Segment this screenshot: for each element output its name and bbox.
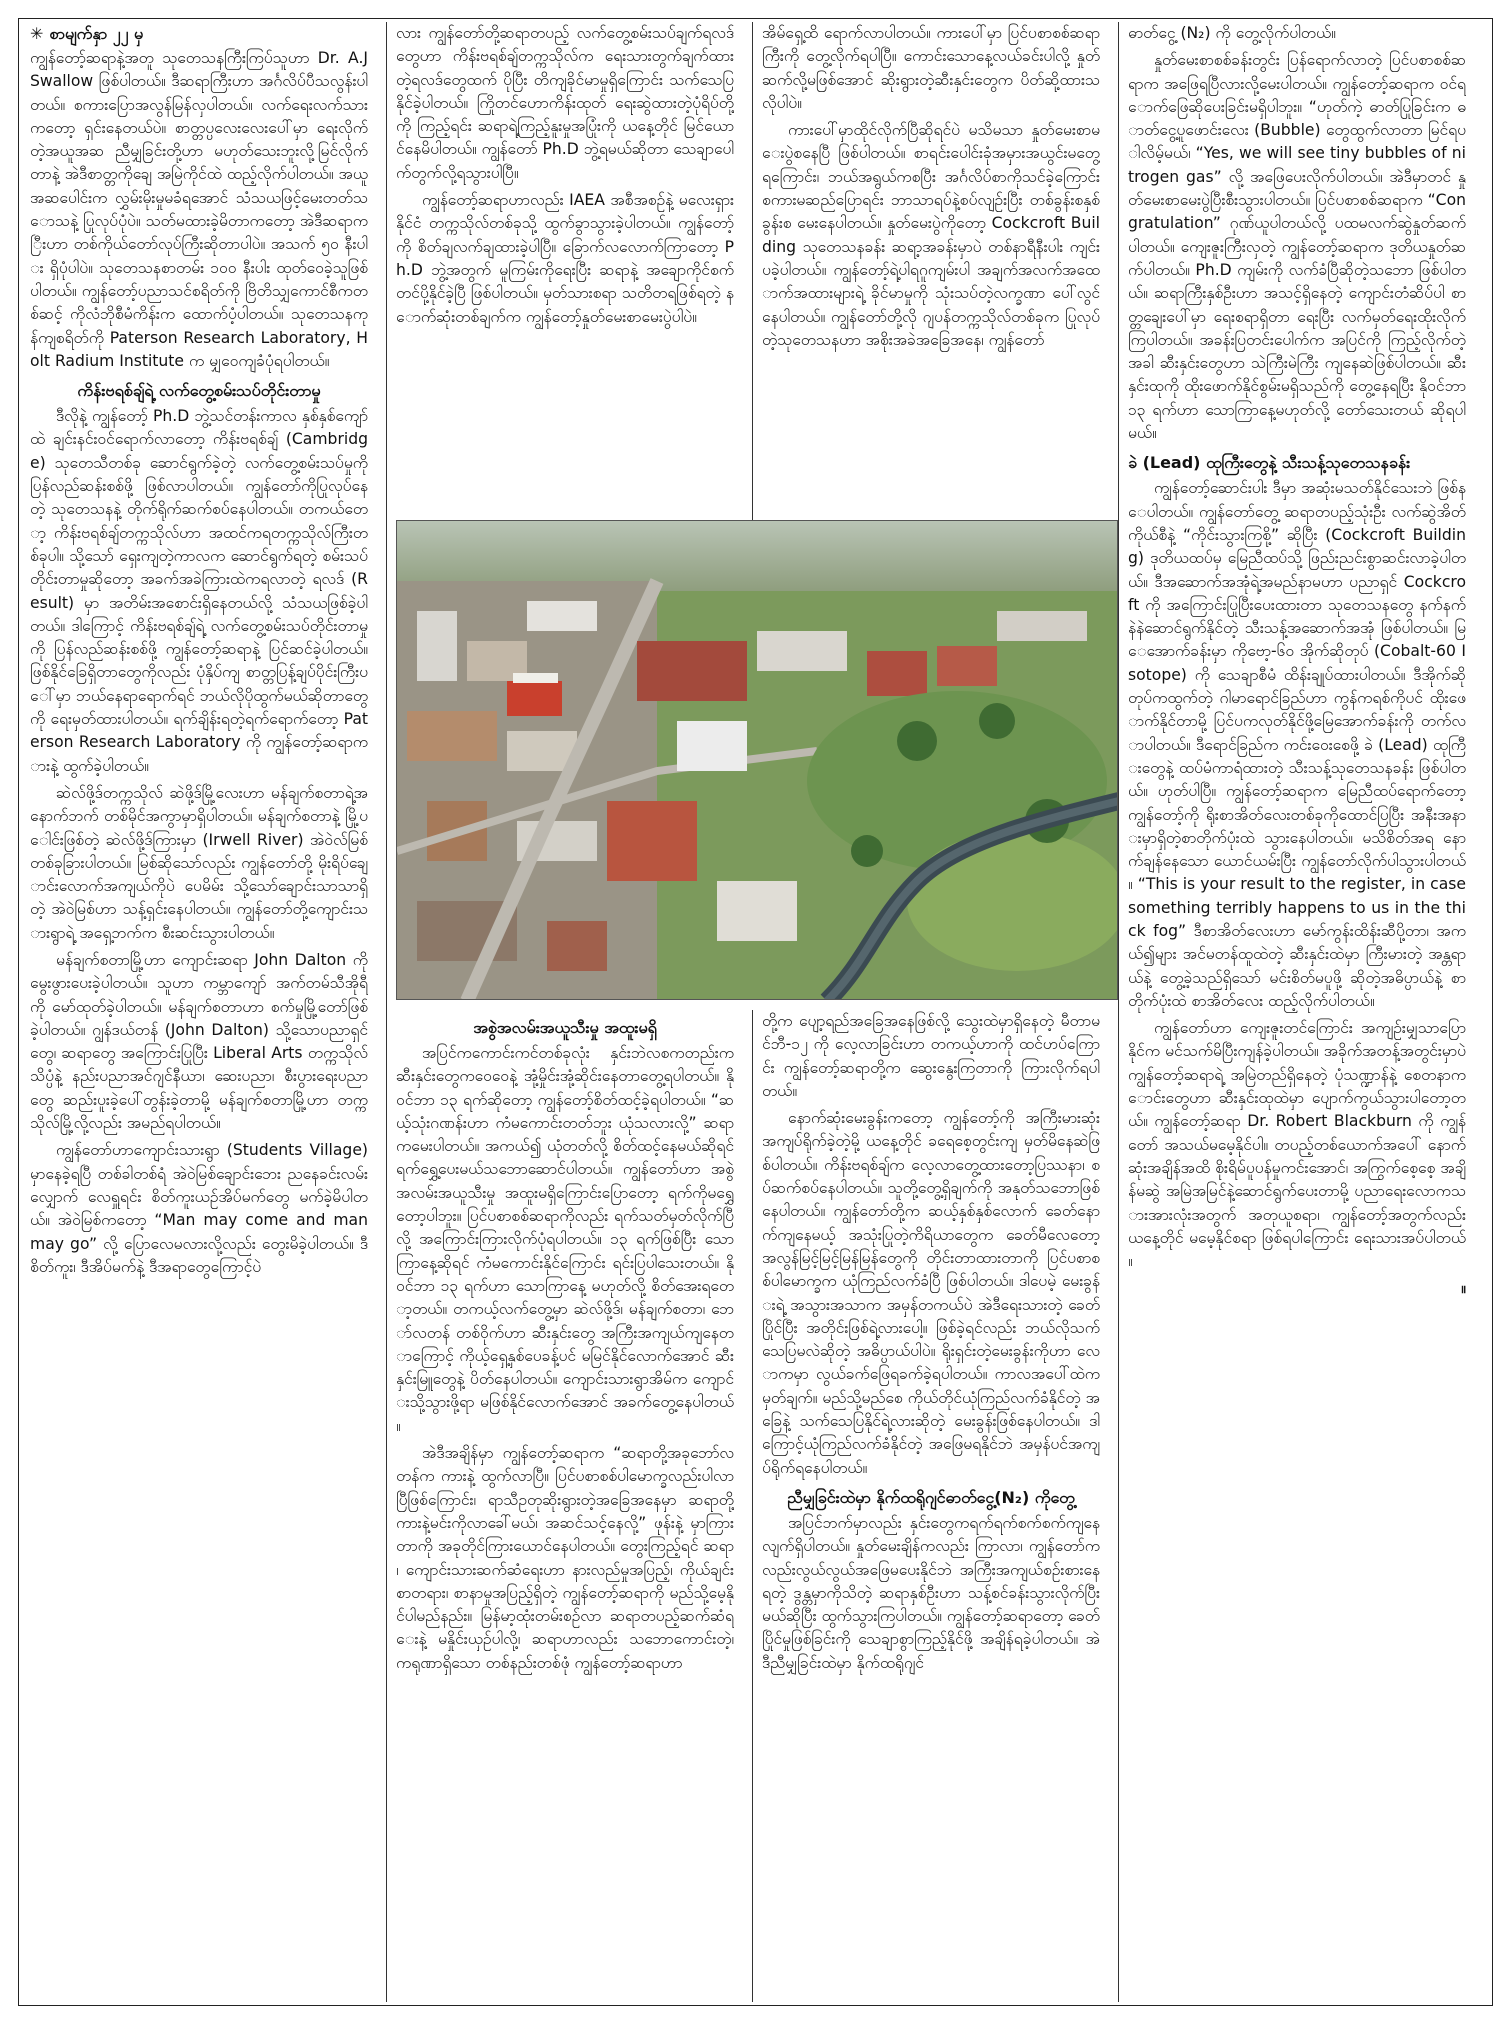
paragraph: နှုတ်မေးစာစစ်ခန်းတွင်း ပြန်ရောက်လာတဲ့ ပြင်ပစာစစ်ဆရာက အဖြေရပြီလားလို့မေးပါတယ်။ ကျွန်တော့်ဆရာက ဝင်ရောက်ဖြေဆိုပေးခြင်းမရှိပါဘူး။ “ဟုတ်ကဲ့ ဓာတ်ပြုခြင်းက ဓာတ်ငွေ့ပူဖောင်းလေး (Bubble) တွေထွက်လာတာ မြင်ရပါလိမ့်မယ်၊ “Yes, we will see tiny bubbles of nitrogen gas” လို့ အဖြေပေးလိုက်ပါတယ်။ အဲဒီမှာတင် နှုတ်မေးစာမေးပွဲပြီးစီးသွားပါတယ်။ ပြင်ပစာစစ်ဆရာက “Congratulation” ဂုဏ်ယူပါတယ်လို့ ပထမလက်ဆွဲနှုတ်ဆက်ပါတယ်။ ကျေးဇူးကြီးလှတဲ့ ကျွန်တော့်ဆရာက ဒုတိယနှုတ်ဆက်ပါတယ်။ Ph.D ကျမ်းကို လက်ခံပြီဆိုတဲ့သဘော ဖြစ်ပါတယ်။ ဆရာကြီးနှစ်ဦးဟာ အသင့်ရှိနေတဲ့ ကျောင်းတံဆိပ်ပါ စာတ္တချေးပေါ်မှာ ရေးစရာရှိတာ ရေးပြီး လက်မှတ်ရေးထိုးလိုက်ကြပါတယ်။ အခန်းပြတင်းပေါက်က အပြင်ကို ကြည့်လိုက်တဲ့အခါ ဆီးနှင်းတွေဟာ သဲကြီးမဲကြီး ကျနေဆဲဖြစ်ပါတယ်။ ဆီးနှင်းထုကို ထိုးဖောက်နိုင်စွမ်းမရှိသည်ကို တွေ့နေရပြီး နိုဝင်ဘာ ၁၃ ရက်ဟာ သောကြာနေ့မဟုတ်လို့ တော်သေးတယ် ဆိုရပါမယ်။ [1128, 51, 1466, 443]
paragraph: နောက်ဆုံးမေးခွန်းကတော့ ကျွန်တော့်ကို အကြီးမားဆုံးအကျပ်ရိုက်ခဲ့တဲ့မို့ ယနေ့တိုင် ခရေစေ့တွင်းကျ မှတ်မိနေဆဲဖြစ်ပါတယ်။ ကိန်းဗရစ်ချ်က လေ့လာတွေ့ထားတော့ပြဿနာ၊ စပ်ဆက်စပ်နေပါတယ်။ သူတို့တွေ့ရှိချက်ကို အနုတ်သဘောဖြစ်နေပါတယ်။ ကျွန်တော်တို့က ဆယ့်နှစ်နှစ်လောက် ခေတ်နောက်ကျနေမယ့် အသုံးပြုတဲ့ကိရိယာတွေက ခေတ်မီလေတော့ အလွန်မြင့်မြင့်မြန်မြန်တွေကို တိုင်းတာထားတာကို ပြင်ပစာစစ်ပါမောက္ခက ယုံကြည်လက်ခံပြီ ဖြစ်ပါတယ်။ ဒါပေမဲ့ မေးခွန်းရဲ့ အသွားအသာက အမှန်တကယ်ပဲ အဲဒီရေးသားတဲ့ ခေတ်ပြိုင်ပြီး အတိုင်းဖြစ်ရဲ့လားပေါ့။ ဖြစ်ခဲ့ရင်လည်း ဘယ်လိုသက်သေပြမလဲဆိုတဲ့ အဓိပ္ပာယ်ပါပဲ။ ရိုးရှင်းတဲ့မေးခွန်းကိုဟာ လောကမှာ လွယ်ခက်ဖြေရခက်ခဲ့ရပါတယ်။ ကာလအပေါ်ထဲကမှတ်ချက်။ မည်သို့မည်စေ ကိုယ်တိုင်ယုံကြည်လက်ခံနိုင်တဲ့ အခြေနဲ့ သက်သေပြနိုင်ရဲ့လားဆိုတဲ့ မေးခွန်းဖြစ်နေပါတယ်။ ဒါကြောင့်ယုံကြည်လက်ခံနိုင်တဲ့ အဖြေမရနိုင်ဘဲ အမှန်ပင်အကျပ်ရိုက်ရနေပါတယ်။ [762, 1109, 1100, 1477]
paragraph: အပြင်ဘက်မှာလည်း နှင်းတွေကရက်ရက်စက်စက်ကျနေလျက်ရှိပါတယ်။ နှုတ်မေးချိန်ကလည်း ကြာလာ၊ ကျွန်တော်ကလည်းလွယ်လွယ်အဖြေမပေးနိုင်ဘဲ အကြီးအကျယ်စဉ်းစားနေရတဲ့ ဒွန္တမှာကိုသိတဲ့ ဆရာနှစ်ဦးဟာ သန့်စင်ခန်းသွားလိုက်ပြီးမယ်ဆိုပြီး ထွက်သွားကြပါတယ်။ ကျွန်တော့်ဆရာတော့ ခေတ်ပြိုင်မှုဖြစ်ခြင်းကို သေချာစွာကြည့်နိုင်ဖို့ အချိန်ရခဲ့ပါတယ်။ အဲဒီညီမျှခြင်းထဲမှာ နိုက်ထရိုဂျင် [762, 1513, 1100, 1672]
paragraph: ကျွန်တော်ဟာကျောင်းသားရွာ (Students Village) မှာနေခဲ့ရပြီ တစ်ခါတစ်ရံ အဲဝဲမြစ်ချောင်းဘေး ညနေခင်းလမ်းလျှောက် လေရှူရင်း စိတ်ကူးယဉ်အိပ်မက်တွေ မက်ခဲ့မိပါတယ်။ အဲဝဲမြစ်ကတော့ “Man may come and man may go” လို့ ပြောလေမလားလို့လည်း တွေးမိခဲ့ပါတယ်။ ဒီစိတ်ကူး၊ ဒီအိပ်မက်နဲ့ ဒီအရာတွေကြောင့်ပဲ [30, 1141, 368, 1276]
paragraph: ဓာတ်ငွေ့ (N₂) ကို တွေ့လိုက်ပါတယ်။ [1128, 24, 1336, 42]
aerial-campus-photo [396, 520, 1118, 1000]
end-mark: ။ [1461, 1278, 1466, 1298]
asterisk-icon: ✳ [30, 24, 44, 43]
section-heading: ညီမျှခြင်းထဲမှာ နိုက်ထရိုဂျင်ဓာတ်ငွေ့(N₂) ကိုတွေ့ [787, 1487, 1075, 1507]
article-column-2-top [396, 22, 734, 512]
paragraph: ကျွန်တော့်ဆောင်းပါး ဒီမှာ အဆုံးမသတ်နိုင်သေးဘဲ ဖြစ်နေပါတယ်။ ကျွန်တော်တွေ့ ဆရာတပည့်သုံးဦး လက်ဆွဲအိတ်ကိုယ်စီနဲ့ “ကိုင်းသွားကြစို့” ဆိုပြီး (Cockcroft Building) ဒုတိယထပ်မှ မြေညီထပ်သို့ ဖြည်းညင်းစွာဆင်းလာခဲ့ပါတယ်။ ဒီအဆောက်အအုံရဲ့အမည်နာမဟာ ပညာရှင် Cockcroft ကို အကြောင်းပြုပြီးပေးထားတာ သုတေသနတွေ နက်နက်နဲနဲဆောင်ရွက်နိုင်တဲ့ သီးသန့်အဆောက်အအုံ ဖြစ်ပါတယ်။ မြေအောက်ခန်းမှာ ကိုဗော့-၆၀ အိုက်ဆိုတုပ် (Cobalt-60 Isotope) ကို သေချာစီမံ ထိန်းချုပ်ထားပါတယ်။ ဒီအိုက်ဆိုတုပ်ကထွက်တဲ့ ဂါမာရောင်ခြည်ဟာ ကွန်ကရစ်ကိုပင် ထိုးဖောက်နိုင်တာမို့ ပြင်ပကလုတ်နိုင်ဖို့မြေအောက်ခန်းကို တက်လာပါတယ်။ ဒီရောင်ခြည်က ကင်းဝေးစေဖို့ ခဲ (Lead) ထုကြီးတွေနဲ့ ထပ်မံကာရံထားတဲ့ သီးသန့်သုတေသနခန်း ဖြစ်ပါတယ်။ ဟုတ်ပါပြီ။ ကျွန်တော့်ဆရာက မြေညီထပ်ရောက်တော့ ကျွန်တော့်ကို ရိုးစာအိတ်လေးတစ်ခုကိုထောင်ပြပြီး အနီးအနားမှာရှိတဲ့စာတိုက်ပုံးထဲ သွားနေပါတယ်။ မသိစိတ်အရ နောက်ချန်နေသော ယောင်ယမ်းပြီး ကျွန်တော်လိုက်ပါသွားပါတယ်။ “This is your result to the register, in case something terribly happens to us in the thick fog” ဒီစာအိတ်လေးဟာ မော်ကွန်းထိန်းဆီပို့တာ၊ အကယ်၍များ အင်မတန်ထူထဲတဲ့ ဆီးနှင်းထဲမှာ ကြီးမားတဲ့ အန္တရာယ်နဲ့ တွေ့ခဲ့သည်ရှိသော် မင်းစိတ်မပူဖို့ ဆိုတဲ့အဓိပ္ပာယ်နဲ့ စာတိုက်ပုံးထဲ စာအိတ်လေး ထည့်လိုက်ပါတယ်။ [1128, 479, 1466, 1010]
paragraph: ကျွန်တော်ဟာ ကျေးဇူးတင်ကြောင်း အကျဉ်းမျှသာပြောနိုင်က မင်သက်မိပြီးကျန်ခဲ့ပါတယ်။ အခိုက်အတန့်အတွင်းမှာပဲ ကျွန်တော့်ဆရာရဲ့ အမြဲတည်ရှိနေတဲ့ ပုံသဏ္ဍာန်နဲ့ စေတနာကောင်းတွေဟာ ဆီးနှင်းထုထဲမှာ ပျောက်ကွယ်သွားပါတော့တယ်။ ကျွန်တော့်ဆရာ Dr. Robert Blackburn ကို ကျွန်တော် အသယ်မမေ့နိုင်ပါ။ တပည့်တစ်ယောက်အပေါ် နောက်ဆုံးအချိန်အထိ စိုးရိမ်ပူပန်မှုကင်းအောင်၊ အကြွက်စေ့စေ့ အချိန်မဆွဲ အမြဲအမြင်နဲ့ဆောင်ရွက်ပေးတာမို့ ပညာရေးလောကသားအားလုံးအတွက် အတုယူစရာ၊ ကျွန်တော့်အတွက်လည်း ယနေ့တိုင် မမေ့နိုင်စရာ ဖြစ်ရပါကြောင်း ရေးသားအပ်ပါတယ်။ [1128, 1019, 1466, 1271]
column-rule [1118, 22, 1119, 2002]
section-heading: ကိန်းဗရစ်ချ်ရဲ့ လက်တွေ့စမ်းသပ်တိုင်းတာမှု [77, 381, 321, 401]
section-heading: ခဲ (Lead) ထုကြီးတွေနဲ့ သီးသန့်သုတေသနခန်း [1128, 453, 1411, 473]
article-column-1 [30, 22, 368, 2002]
paragraph: ဒီလိုနဲ့ ကျွန်တော့် Ph.D ဘွဲ့သင်တန်းကာလ နှစ်နှစ်ကျော်ထဲ ချင်းနင်းဝင်ရောက်လာတော့ ကိန်းဗရစ်ချ် (Cambridge) သုတေသီတစ်ခု ဆောင်ရွက်ခဲ့တဲ့ လက်တွေ့စမ်းသပ်မှုကို ပြန်လည်ဆန်းစစ်ဖို့ ဖြစ်လာပါတယ်။ ကျွန်တော်ကိုပြုလုပ်နေတဲ့ သုတေသနနဲ့ တိုက်ရိုက်ဆက်စပ်နေပါတယ်။ တကယ်တော့ ကိန်းဗရစ်ချ်တက္ကသိုလ်ဟာ အထင်ကရတက္ကသိုလ်ကြီးတစ်ခုပါ။ သို့သော် ရှေးကျတဲ့ကာလက ဆောင်ရွက်ရတဲ့ စမ်းသပ်တိုင်းတာမှုဆိုတော့ အခက်အခဲကြားထဲကရလာတဲ့ ရလဒ် (Result) မှာ အတိမ်းအစောင်းရှိနေတယ်လို့ သံသယဖြစ်ခဲ့ပါတယ်။ ဒါကြောင့် ကိန်းဗရစ်ချ်ရဲ့ လက်တွေ့စမ်းသပ်တိုင်းတာမှုကို ပြန်လည်ဆန်းစစ်ဖို့ ကျွန်တော့်ဆရာနဲ့ ပြင်ဆင်ခဲ့ပါတယ်။ ဖြစ်နိုင်ခြေရှိတာတွေကိုလည်း ပုံနှိပ်ကျ စာတ္တပြန့်ချပ်ပိုင်းကြီးပေါ်မှာ ဘယ်နေရာရောက်ရင် ဘယ်လိုပိုထွက်မယ်ဆိုတာတွေကို ရေးမှတ်ထားပါတယ်။ ရက်ချိန်းရတဲ့ရက်ရောက်တော့ Paterson Research Laboratory ကို ကျွန်တော့်ဆရာကားနဲ့ ထွက်ခဲ့ပါတယ်။ [30, 407, 368, 775]
paragraph: ကျွန်တော့်ဆရာနဲ့အတူ သုတေသနကြီးကြပ်သူဟာ Dr. A.J Swallow ဖြစ်ပါတယ်။ ဒီဆရာကြီးဟာ အင်္ဂလိပ်ပီသလွန်းပါတယ်။ စကားပြောအလွန်မြန်လှပါတယ်။ လက်ရေးလက်သားကတော့ ရှင်းနေတယ်ပဲ။ စာတ္တပ္ပလေးလေးပေါ်မှာ ရေးလိုက်တဲ့အယူအဆ ညီမျှခြင်းတို့ဟာ မဟုတ်သေးဘူးလို့မြင်လိုက်တာနဲ့ အဲဒီစာတ္တကိုချေ အမြဲကိုင်ထဲ ထည့်လိုက်ပါတယ်။ အယူအဆပေါင်းက လွှမ်းမိုးမှုမခံရအောင် သံသယဖြင့်မေးတတ်သောသနဲ့ ပြုလုပ်ပုံပဲ။ သတ်မထားခဲ့မိတာကတော့ အဲဒီဆရာကြီးဟာ တစ်ကိုယ်တော်လုပ်ကြီးဆိုတာပါပဲ။ အသက် ၅၀ နီးပါး ရှိပုံပါပဲ။ သုတေသနစာတမ်း ၁၀၀ နီးပါး ထုတ်ဝေခဲ့သူဖြစ်ပါတယ်။ ကျွန်တော့်ပညာသင်စရိတ်ကို ဗြိတိသျှကောင်စီကတစ်ဆင့် ကိုလံဘိုစီမံကိန်းက ထောက်ပံ့ပါတယ်။ သုတေသနကုန်ကျစရိတ်ကို Paterson Research Laboratory, Holt Radium Institute က မျှဝေကျခံပုံရပါတယ်။ [30, 49, 368, 370]
continuation-line: ✳ စာမျက်နှာ ၂၂ မှ [30, 24, 144, 43]
column-rule [386, 22, 387, 2002]
article-column-3-top [762, 22, 1100, 512]
column-rule [752, 1010, 753, 2002]
paragraph: လား ကျွန်တော်တို့ဆရာတပည့် လက်တွေ့စမ်းသပ်ချက်ရလဒ်တွေဟာ ကိန်းဗရစ်ချ်တက္ကသိုလ်က ရေးသားတွက်ချက်ထားတဲ့ရလဒ်တွေထက် ပိုပြီး တိကျခိုင်မာမှုရှိကြောင်း သက်သေပြနိုင်ခဲ့ပါတယ်။ ကြိုတင်ဟောကိန်းထုတ် ရေးဆွဲထားတဲ့ပုံရိပ်တို့ကို ကြည့်ရင်း ဆရာရဲ့ကြည့်နူးမှုအပြုံးကို ယနေ့တိုင် မြင်ယောင်နေမိပါတယ်။ ကျွန်တော် Ph.D ဘွဲ့ရမယ်ဆိုတာ သေချာပေါက်တွက်လို့ရသွားပါပြီ။ [396, 24, 734, 182]
paragraph: တို့က ပျော့ရည်အခြေအနေဖြစ်လို့ သွေးထဲမှာရှိနေတဲ့ မီတာမင်ဘီ-၁၂ ကို လေ့လာခြင်းဟာ တကယ့်ဟာကို ထင်ဟပ်ကြောင်း ကျွန်တော့်ဆရာတို့က ဆွေးနွေးကြတာကို ကြားလိုက်ရပါတယ်။ [762, 1012, 1100, 1100]
paragraph: ကားပေါ်မှာထိုင်လိုက်ပြီဆိုရင်ပဲ မသိမသာ နှုတ်မေးစာမေးပွဲစနေပြီ ဖြစ်ပါတယ်။ စာရင်းပေါင်းခုံအမှားအယွင်းမတွေ့ရကြောင်း၊ ဘယ်အရွယ်ကစပြီး အင်္ဂလိပ်စာကိုသင်ခဲ့ကြောင်း စကားမဆည်ပြောရင်း ဘာသာရပ်နဲ့စပ်လျဉ်းပြီး တစ်ခွန်းစနှစ်ခွန်းစ မေးနေပါတယ်။ နှုတ်မေးပွဲကိုတော့ Cockcroft Building သုတေသနခန်း ဆရာ့အခန်းမှာပဲ တစ်နာရီနီးပါး ကျင်းပခဲ့ပါတယ်။ ကျွန်တော့်ရဲ့ပါရဂူကျမ်းပါ အချက်အလက်အထောက်အထားများရဲ့ ခိုင်မာမှုကို သုံးသပ်တဲ့လက္ခဏာ ပေါ်လွင်နေပါတယ်။ ကျွန်တော်တို့လို ဂျပန်တက္ကသိုလ်တစ်ခုက ပြုလုပ်တဲ့သုတေသနဟာ အစိုးအခဲအခြေအနေ၊ ကျွန်တော် [762, 121, 1100, 349]
paragraph: ကျွန်တော့်ဆရာဟာလည်း IAEA အစီအစဉ်နဲ့ မလေးရှားနိုင်ငံ တက္ကသိုလ်တစ်ခုသို့ ထွက်ခွာသွားခဲ့ပါတယ်။ ကျွန်တော့်ကို စိတ်ချလက်ချထားခဲ့ပါပြီ။ ခြောက်လလောက်ကြာတော့ Ph.D ဘွဲ့အတွက် မူကြမ်းကိုရေးပြီး ဆရာနဲ့ အချောကိုင်စက်တင်ပို့နိုင်ခဲ့ပြီ ဖြစ်ပါတယ်။ မှတ်သားစရာ သတိတရဖြစ်ရတဲ့ နောက်ဆုံးတစ်ချက်က ကျွန်တော့်နှုတ်မေးစာမေးပွဲပါပဲ။ [396, 191, 734, 326]
article-column-4 [1128, 22, 1466, 2002]
section-heading: အစွဲအလမ်းအယူသီးမှု အထူးမရှိ [473, 1018, 657, 1037]
article-column-2-bottom [396, 1010, 734, 2002]
paragraph: အိမ်ရှေ့ထိ ရောက်လာပါတယ်။ ကားပေါ်မှာ ပြင်ပစာစစ်ဆရာကြီးကို တွေ့လိုက်ရပါပြီ။ ကောင်းသောနေ့လယ်ခင်းပါလို့ နှုတ်ဆက်လို့မဖြစ်အောင် ဆိုးရွားတဲ့ဆီးနှင်းတွေက ပိတ်ဆို့ထားသလိုပါပဲ။ [762, 24, 1100, 112]
aerial-photo-illustration [397, 521, 1118, 1000]
paragraph: အပြင်ကကောင်းကင်တစ်ခုလုံး နှင်းဘဲလစကတည်းက ဆီးနှင်းတွေကဝေဝေနဲ့ အုံ့မှိုင်းအုံ့ဆိုင်းနေတာတွေ့ရပါတယ်။ နိုဝင်ဘာ ၁၃ ရက်ဆိုတော့ ကျွန်တော့်စိတ်ထင့်ခဲ့ရပါတယ်။ “ဆယ့်သုံးဂဏန်းဟာ ကံမကောင်းတတ်ဘူး ယုံသလားလို့” ဆရာကမေးပါတယ်။ အကယ်၍ ယုံတတ်လို့ စိတ်ထင့်နေမယ်ဆိုရင် ရက်ရွှေ့ပေးမယ်သဘောဆောင်ပါတယ်။ ကျွန်တော်ဟာ အစွဲအလမ်းအယူသီးမှု အထူးမရှိကြောင်းပြောတော့ ရက်ကိုမရွှေ့တော့ပါဘူး။ ပြင်ပစာစစ်ဆရာကိုလည်း ရက်သတ်မှတ်လိုက်ပြီလို့ အကြောင်းကြားလိုက်ပုံရပါတယ်။ ၁၃ ရက်ဖြစ်ပြီး သောကြာနေ့ဆိုရင် ကံမကောင်းနိုင်ကြောင်း ရင်းပြပါသေးတယ်။ နိုဝင်ဘာ ၁၃ ရက်ဟာ သောကြာနေ့ မဟုတ်လို့ စိတ်အေးရတော့တယ်။ တကယ့်လက်တွေ့မှာ ဆဲလ်ဖို့ဒ်၊ မန်ချက်စတာ၊ ဘော်လတန် တစ်ဝိုက်ဟာ ဆီးနှင်းတွေ အကြီးအကျယ်ကျနေတာကြောင့် ကိုယ့်ရှေ့နှစ်ပေခန့်ပင် မမြင်နိုင်လောက်အောင် ဆီးနှင်းမြူတွေနဲ့ ပိတ်နေပါတယ်။ ကျောင်းသားရွာအိမ်က ကျောင်းသို့သွားဖို့ရာ မဖြစ်နိုင်လောက်အောင် အခက်တွေ့နေပါတယ်။ [396, 1044, 734, 1435]
article-column-3-bottom [762, 1010, 1100, 2002]
paragraph: အဲဒီအချိန်မှာ ကျွန်တော့်ဆရာက “ဆရာတို့အခုဘော်လတန်က ကားနဲ့ ထွက်လာပြီ။ ပြင်ပစာစစ်ပါမောက္ခလည်းပါလာပြီဖြစ်ကြောင်း၊ ရာသီဥတုဆိုးရွားတဲ့အခြေအနေမှာ ဆရာတို့ကားနဲ့မင်းကိုလာခေါ်မယ်၊ အဆင်သင့်နေလို့” ဖုန်းနဲ့ မှာကြားတာကို အခုတိုင်ကြားယောင်နေပါတယ်။ တွေးကြည့်ရင် ဆရာ၊ ကျောင်းသားဆက်ဆံရေးဟာ နားလည်မှုအပြည့်၊ ကိုယ်ချင်းစာတရား၊ စာနာမှုအပြည့်ရှိတဲ့ ကျွန်တော့်ဆရာကို မည်သို့မေ့နိုင်ပါမည်နည်း။ မြန်မာ့ထုံးတမ်းစဉ်လာ ဆရာတပည့်ဆက်ဆံရေးနဲ့ မနှိုင်းယှဉ်ပါလို့၊ ဆရာဟာလည်း သဘောကောင်းတဲ့၊ ကရုဏာရှိသော တစ်နည်းတစ်ဖုံ ကျွန်တော့်ဆရာဟာ [396, 1444, 734, 1672]
paragraph: ဆဲလ်ဖို့ဒ်တက္ကသိုလ် ဆဲဖို့ဒ်မြို့လေးဟာ မန်ချက်စတာရဲ့အနောက်ဘက် တစ်မိုင်အကွာမှာရှိပါတယ်။ မန်ချက်စတာနဲ့ မြို့ပေါင်းဖြစ်တဲ့ ဆဲလ်ဖို့ဒ်ကြားမှာ (Irwell River) အဲဝဲလ်မြစ်တစ်ခုခြားပါတယ်။ မြစ်ဆိုသော်လည်း ကျွန်တော်တို့ မိုးရိပ်ချောင်းလောက်အကျယ်ကိုပဲ ပေမိမ်း သို့သော်ချောင်းသာသာရှိတဲ့ အဲဝဲမြစ်ဟာ သန့်ရှင်းနေပါတယ်။ ကျွန်တော်တို့ကျောင်းသားရွာရဲ့ အရှေ့ဘက်က စီးဆင်းသွားပါတယ်။ [30, 783, 368, 942]
paragraph: မန်ချက်စတာမြို့ဟာ ကျောင်းဆရာ John Dalton ကို မွေးဖွားပေးခဲ့ပါတယ်။ သူဟာ ကမ္ဘာကျော် အက်တမ်သီအိုရီကို မော်ထုတ်ခဲ့ပါတယ်။ မန်ချက်စတာဟာ စက်မှုမြို့တော်ဖြစ်ခဲ့ပါတယ်။ ဂျွန်ဒယ်တန် (John Dalton) သို့သောပညာရှင်တွေ၊ ဆရာတွေ အကြောင်းပြုပြီး Liberal Arts တက္ကသိုလ် သိပ္ပံနဲ့ နည်းပညာအင်ဂျင်နီယာ၊ ဆေးပညာ၊ စီးပွားရေးပညာတွေ ဆည်းပူးခဲ့ပေါ်တွန်းခဲ့တာမို့ မန်ချက်စတာမြို့ဟာ တက္ကသိုလ်မြို့လို့လည်း အမည်ရပါတယ်။ [30, 950, 368, 1133]
